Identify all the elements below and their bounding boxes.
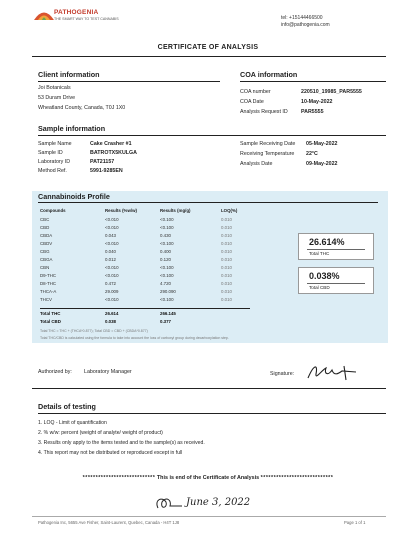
- table-cell-pct: 0.472: [105, 281, 116, 286]
- coa-number-label: COA number: [240, 89, 271, 95]
- brand-tagline: THE SMART WAY TO TEST CANNABIS: [54, 17, 119, 21]
- coa-divider: [240, 81, 386, 82]
- sample-divider: [38, 135, 386, 136]
- table-cell-mg: 4.720: [160, 281, 171, 286]
- footnote-calculation: Total THC/CBD is calculated using the formula to take into account the loss of carboxyl group during decarboxylation step.: [40, 336, 229, 340]
- footnote-formula: Total THC = THC + (THCA*0.877); Total CBD = CBD + (CBDA*0.877): [40, 329, 148, 333]
- table-cell-pct: 0.043: [105, 233, 116, 238]
- table-cell-pct: <0.010: [105, 273, 119, 278]
- table-cell-compound: THCV: [40, 297, 52, 302]
- cannabinoids-heading: Cannabinoids Profile: [38, 192, 110, 201]
- table-cell-pct: <0.010: [105, 241, 119, 246]
- table-cell-loq: 0.010: [221, 297, 232, 302]
- end-of-certificate: **************************** This is end of the Certificate of Analysis ****************************: [82, 475, 334, 481]
- sample-info-heading: Sample information: [38, 124, 106, 133]
- authorization-divider: [32, 388, 386, 389]
- table-cell-pct: 0.012: [105, 257, 116, 262]
- client-address-line2: Wheatland County, Canada, T0J 1X0: [38, 105, 126, 111]
- table-cell-loq: 0.010: [221, 233, 232, 238]
- method-ref-value: 5991-9285EN: [90, 168, 123, 174]
- table-row: [32, 217, 388, 225]
- table-cell-mg: <0.100: [160, 241, 174, 246]
- title-divider: [32, 56, 386, 57]
- laboratory-id-value: PAT21157: [90, 159, 115, 165]
- table-cell-pct: <0.010: [105, 297, 119, 302]
- analysis-request-label: Analysis Request ID: [240, 109, 288, 115]
- cannabinoids-divider: [38, 202, 378, 203]
- coa-number-value: 220510_19985_PAR5555: [301, 89, 362, 95]
- sample-id-value: BATROTX5KULGA: [90, 150, 137, 156]
- totals-cell-pct: 0.038: [105, 319, 116, 324]
- header-email: info@pathogenia.com: [281, 22, 330, 28]
- client-info-heading: Client information: [38, 70, 100, 79]
- totals-cell-mg: 0.377: [160, 319, 171, 324]
- brand-name: PATHOGENIA: [54, 9, 99, 16]
- handwritten-date: June 3, 2022: [186, 497, 251, 508]
- table-cell-mg: 0.430: [160, 233, 171, 238]
- laboratory-id-label: Laboratory ID: [38, 159, 71, 165]
- analysis-request-value: PAR5555: [301, 109, 324, 115]
- table-cell-pct: <0.010: [105, 225, 119, 230]
- totals-cell-mg: 266.145: [160, 311, 176, 316]
- analysis-date-label: Analysis Date: [240, 161, 273, 167]
- footer-page-number: Page 1 of 1: [344, 520, 366, 525]
- table-cell-pct: 29.009: [105, 289, 119, 294]
- details-divider: [38, 413, 386, 414]
- signature-image: [304, 362, 366, 384]
- totals-row: [32, 319, 388, 327]
- totals-row: [32, 311, 388, 319]
- table-cell-compound: CBDA: [40, 233, 53, 238]
- table-cell-compound: CBD: [40, 225, 50, 230]
- receiving-date-value: 05-May-2022: [306, 141, 338, 147]
- detail-item: 2. % w/w: percent (weight of analyte/ weight of product): [38, 430, 163, 436]
- table-cell-compound: CBDV: [40, 241, 53, 246]
- sample-name-value: Cake Crasher #1: [90, 141, 132, 147]
- document-title: CERTIFICATE OF ANALYSIS: [157, 44, 259, 51]
- authorized-role: Laboratory Manager: [84, 369, 132, 375]
- coa-info-heading: COA information: [240, 70, 298, 79]
- receiving-date-label: Sample Receiving Date: [240, 141, 296, 147]
- col-header-mg: Results (mg/g): [160, 208, 191, 213]
- table-cell-loq: 0.010: [221, 225, 232, 230]
- table-cell-mg: <0.100: [160, 297, 174, 302]
- total-thc-summary-label: Total THC: [309, 251, 330, 256]
- client-address-line1: 53 Duram Drive: [38, 95, 76, 101]
- table-cell-compound: CBG: [40, 249, 50, 254]
- header-phone: tel: +15144466500: [281, 15, 323, 21]
- client-divider: [38, 81, 220, 82]
- table-cell-compound: D9-THC: [40, 273, 57, 278]
- table-cell-compound: D8-THC: [40, 281, 57, 286]
- signature-label: Signature:: [270, 371, 295, 377]
- table-cell-loq: 0.010: [221, 273, 232, 278]
- table-cell-pct: <0.010: [105, 265, 119, 270]
- detail-item: 4. This report may not be distributed or reproduced except in full: [38, 450, 183, 456]
- col-header-pct: Results (%w/w): [105, 208, 137, 213]
- table-cell-loq: 0.010: [221, 217, 232, 222]
- table-cell-mg: 290.090: [160, 289, 176, 294]
- col-header-compounds: Compounds: [40, 208, 66, 213]
- client-name: Joi Botanicals: [38, 85, 71, 91]
- sample-id-label: Sample ID: [38, 150, 63, 156]
- cannabinoids-panel: [32, 191, 388, 343]
- handwritten-initials-image: [152, 494, 186, 514]
- sample-name-label: Sample Name: [38, 141, 72, 147]
- table-cell-mg: <0.100: [160, 265, 174, 270]
- table-cell-pct: 0.040: [105, 249, 116, 254]
- table-row: [32, 225, 388, 233]
- table-cell-loq: 0.010: [221, 241, 232, 246]
- footer-address: Pathogenia Inc, 5655 Ave Fisher, Saint-Laurent, Quebec, Canada - H4T 1J8: [38, 520, 180, 525]
- pathogenia-logo-icon: [32, 7, 56, 21]
- table-cell-loq: 0.010: [221, 249, 232, 254]
- receiving-temperature-value: 22°C: [306, 151, 318, 157]
- authorized-by-label: Authorized by:: [38, 369, 72, 375]
- detail-item: 3. Results only apply to the items tested and to the sample(s) as received.: [38, 440, 205, 446]
- total-cbd-summary-label: Total CBD: [309, 285, 330, 290]
- total-thc-summary: [298, 233, 374, 260]
- details-heading: Details of testing: [38, 402, 96, 411]
- end-of-certificate-text: This is end of the Certificate of Analysis: [156, 475, 260, 481]
- col-header-loq: LOQ(%): [221, 208, 238, 213]
- coa-date-label: COA Date: [240, 99, 264, 105]
- coa-date-value: 10-May-2022: [301, 99, 333, 105]
- table-cell-mg: <0.100: [160, 217, 174, 222]
- totals-cell-compound: Total THC: [40, 311, 61, 316]
- table-row: [32, 297, 388, 305]
- table-cell-loq: 0.010: [221, 265, 232, 270]
- method-ref-label: Method Ref.: [38, 168, 67, 174]
- receiving-temperature-label: Receiving Temperature: [240, 151, 295, 157]
- table-cell-loq: 0.010: [221, 281, 232, 286]
- table-cell-compound: CBGA: [40, 257, 53, 262]
- table-cell-loq: 0.010: [221, 289, 232, 294]
- table-cell-pct: <0.010: [105, 217, 119, 222]
- footer-divider: [32, 516, 386, 517]
- table-cell-compound: CBC: [40, 217, 50, 222]
- totals-cell-compound: Total CBD: [40, 319, 61, 324]
- table-cell-loq: 0.010: [221, 257, 232, 262]
- table-cell-mg: 0.400: [160, 249, 171, 254]
- table-cell-mg: 0.120: [160, 257, 171, 262]
- detail-item: 1. LOQ - Limit of quantification: [38, 420, 107, 426]
- total-thc-summary-value: 26.614%: [309, 237, 345, 247]
- table-cell-mg: <0.100: [160, 225, 174, 230]
- totals-cell-pct: 26.614: [105, 311, 119, 316]
- table-cell-compound: CBN: [40, 265, 50, 270]
- totals-divider: [40, 308, 250, 309]
- total-cbd-summary: [298, 267, 374, 294]
- table-cell-compound: THCA-A: [40, 289, 57, 294]
- total-cbd-summary-value: 0.038%: [309, 271, 340, 281]
- table-cell-mg: <0.100: [160, 273, 174, 278]
- analysis-date-value: 09-May-2022: [306, 161, 338, 167]
